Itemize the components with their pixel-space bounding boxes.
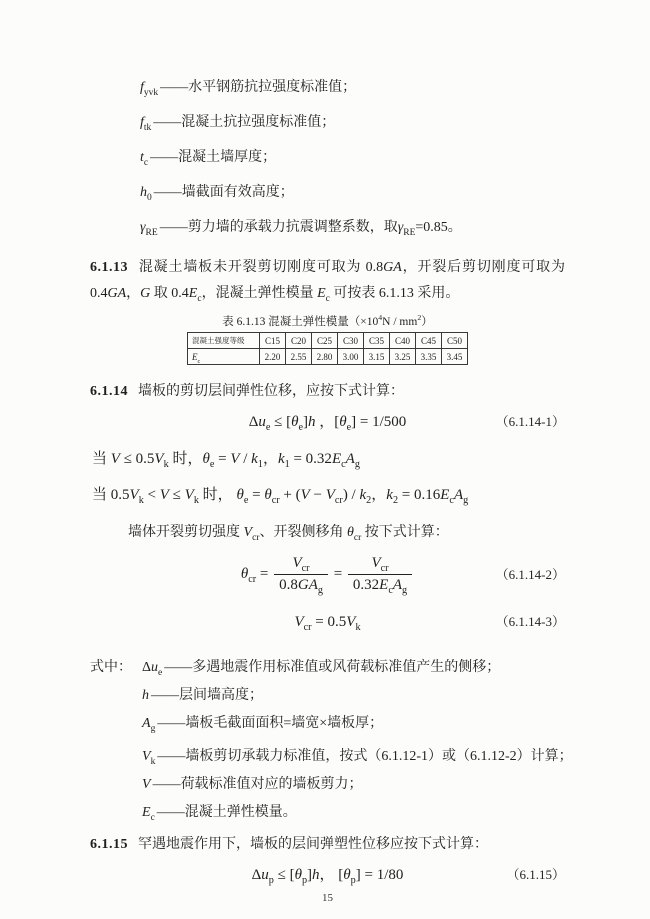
- table-value-c45: 3.35: [416, 349, 442, 365]
- table-header-c45: C45: [416, 333, 442, 349]
- definition-text-fyvk: ——水平钢筋抗拉强度标准值；: [160, 80, 357, 95]
- table-value-c35: 3.15: [364, 349, 390, 365]
- theta-cr-lhs: $\theta_{cr}$ =: [240, 566, 273, 586]
- table-6113-title: 表 6.1.13 混凝土弹性模量$(\times 10^4N / mm^2)$: [222, 313, 433, 328]
- table-header-row: [188, 333, 468, 349]
- clause-6113: [90, 255, 565, 307]
- table-header-c35: C35: [364, 333, 390, 349]
- fraction-2-numerator: $V_{cr}$: [371, 555, 389, 574]
- definition-text-tc: ——混凝土墙厚度；: [150, 150, 277, 165]
- formula-6115: [90, 864, 565, 886]
- fraction-1: [274, 555, 328, 595]
- definition-h0: [140, 185, 565, 203]
- definition-text-gamma-re: ——剪力墙的承载力抗震调整系数，取$\gamma_{RE}=0.85$。: [159, 220, 462, 238]
- table-value-c15: 2.20: [260, 349, 286, 365]
- clause-6114-heading: 墙板的剪切层间弹性位移，应按下式计算：: [138, 384, 404, 399]
- equation-number-6114-3: （6.1.14-3）: [495, 613, 565, 629]
- fraction-2: [348, 555, 412, 595]
- table-value-c20: 2.55: [286, 349, 312, 365]
- cracking-intro: 墙体开裂剪切强度 $V_{cr}$、开裂侧移角 $\theta_{cr}$ 按下式计算：: [128, 525, 449, 543]
- definition-text-h0: ——墙截面有效高度；: [153, 185, 294, 200]
- formula-6114-3-math: $V_{cr} = 0.5V_k$: [294, 613, 361, 633]
- where-definition-list: [90, 659, 573, 823]
- where-text-vk: ——墙板剪切承载力标准值，按式（6.1.12-1）或（6.1.12-2）计算；: [157, 748, 573, 764]
- where-prefix: 式中：: [90, 659, 132, 675]
- symbol-h: h: [142, 687, 149, 703]
- condition-elastic-2: 当 $0.5V_k < V \le V_k$ 时， $\theta_e = \theta_{cr} + (V - V_{cr}) / k_2$，$k_2 = 0.16E_cA_g$: [92, 487, 469, 506]
- table-value-c50: 3.45: [442, 349, 468, 365]
- where-item-ec: [90, 804, 565, 821]
- clause-6115: [90, 832, 565, 858]
- definition-fyvk: [140, 80, 565, 98]
- where-text-delta-ue: ——多遇地震作用标准值或风荷载标准值产生的侧移；: [164, 659, 501, 675]
- clause-6113-number: 6.1.13: [90, 260, 128, 275]
- table-value-c25: 2.80: [312, 349, 338, 365]
- formula-6114-2-math: [240, 555, 414, 597]
- symbol-ftk: $f_{tk}$: [140, 115, 152, 133]
- equation-number-6114-2: （6.1.14-2）: [495, 566, 565, 582]
- symbol-ag: $A_g$: [142, 715, 156, 734]
- fraction-1-numerator: $V_{cr}$: [292, 555, 310, 574]
- symbol-tc: $t_c$: [140, 150, 149, 168]
- where-item-v: [90, 776, 565, 793]
- table-header-c25: C25: [312, 333, 338, 349]
- formula-6114-1-math: $\Delta u_e \le [\theta_e]h$ ，$[\theta_e] = 1/500$: [248, 414, 407, 433]
- symbol-h0: $h_0$: [140, 185, 152, 203]
- formula-6114-1: [90, 411, 565, 433]
- table-value-row: [188, 349, 468, 365]
- clause-6115-heading: 罕遇地震作用下，墙板的层间弹塑性位移应按下式计算：: [138, 836, 488, 852]
- equals-sign: =: [329, 566, 346, 583]
- clause-6113-body: 混凝土墙板未开裂剪切刚度可取为 0.8GA，开裂后剪切刚度可取为 0.4GA，G 取 $0.4E_c$，混凝土弹性模量 $E_c$ 可按表 6.1.13 采用。: [90, 260, 566, 304]
- where-text-v: ——荷载标准值对应的墙板剪力；: [152, 776, 363, 792]
- formula-6114-2: [90, 555, 565, 595]
- symbol-vk: $V_k$: [142, 748, 156, 767]
- fraction-1-denominator: $0.8GA_g$: [274, 574, 328, 594]
- definition-tc: [140, 150, 565, 168]
- table-row-label-ec: $E_c$: [188, 349, 260, 365]
- where-item-vk: [90, 748, 573, 767]
- clause-6115-number: 6.1.15: [90, 836, 128, 852]
- formula-6115-math: $\Delta u_p \le [\theta_p]h$， $[\theta_p] = 1/80$: [251, 866, 404, 886]
- symbol-delta-ue: $\Delta u_e$: [142, 659, 163, 678]
- symbol-definition-list: [140, 80, 565, 238]
- where-text-ec: ——混凝土弹性模量。: [156, 804, 297, 820]
- fraction-2-denominator: $0.32E_cA_g$: [348, 574, 412, 594]
- elastic-modulus-table: [187, 332, 468, 365]
- equation-number-6115: （6.1.15）: [506, 866, 565, 882]
- table-6113-block: [90, 313, 565, 365]
- symbol-fyvk: $f_{yvk}$: [140, 80, 159, 98]
- table-header-grade: 混凝土强度等级: [188, 333, 260, 349]
- table-value-c30: 3.00: [338, 349, 364, 365]
- where-item-ag: [90, 715, 565, 732]
- table-value-c40: 3.25: [390, 349, 416, 365]
- definition-text-ftk: ——混凝土抗拉强度标准值；: [153, 115, 336, 130]
- table-header-c50: C50: [442, 333, 468, 349]
- table-header-c40: C40: [390, 333, 416, 349]
- table-header-c20: C20: [286, 333, 312, 349]
- page-number: 15: [322, 891, 333, 904]
- clause-6114: [90, 379, 565, 405]
- definition-gamma-re: [140, 220, 565, 238]
- symbol-v: V: [142, 776, 151, 792]
- condition-elastic-1: 当 $V \le 0.5V_k$ 时，$\theta_e = V / k_1$，$k_1 = 0.32E_cA_g$: [92, 451, 360, 470]
- where-text-ag: ——墙板毛截面面积=墙宽×墙板厚；: [157, 715, 384, 731]
- where-item-delta-ue: [90, 659, 565, 676]
- symbol-gamma-re: $\gamma_{RE}$: [140, 220, 158, 238]
- where-text-h: ——层间墙高度；: [151, 687, 263, 703]
- equation-number-6114-1: （6.1.14-1）: [495, 414, 565, 429]
- where-item-h: [90, 687, 565, 704]
- formula-6114-3: [90, 611, 565, 633]
- symbol-ec: $E_c$: [142, 804, 155, 823]
- table-header-c30: C30: [338, 333, 364, 349]
- clause-6114-number: 6.1.14: [90, 384, 128, 399]
- definition-ftk: [140, 115, 565, 133]
- table-header-c15: C15: [260, 333, 286, 349]
